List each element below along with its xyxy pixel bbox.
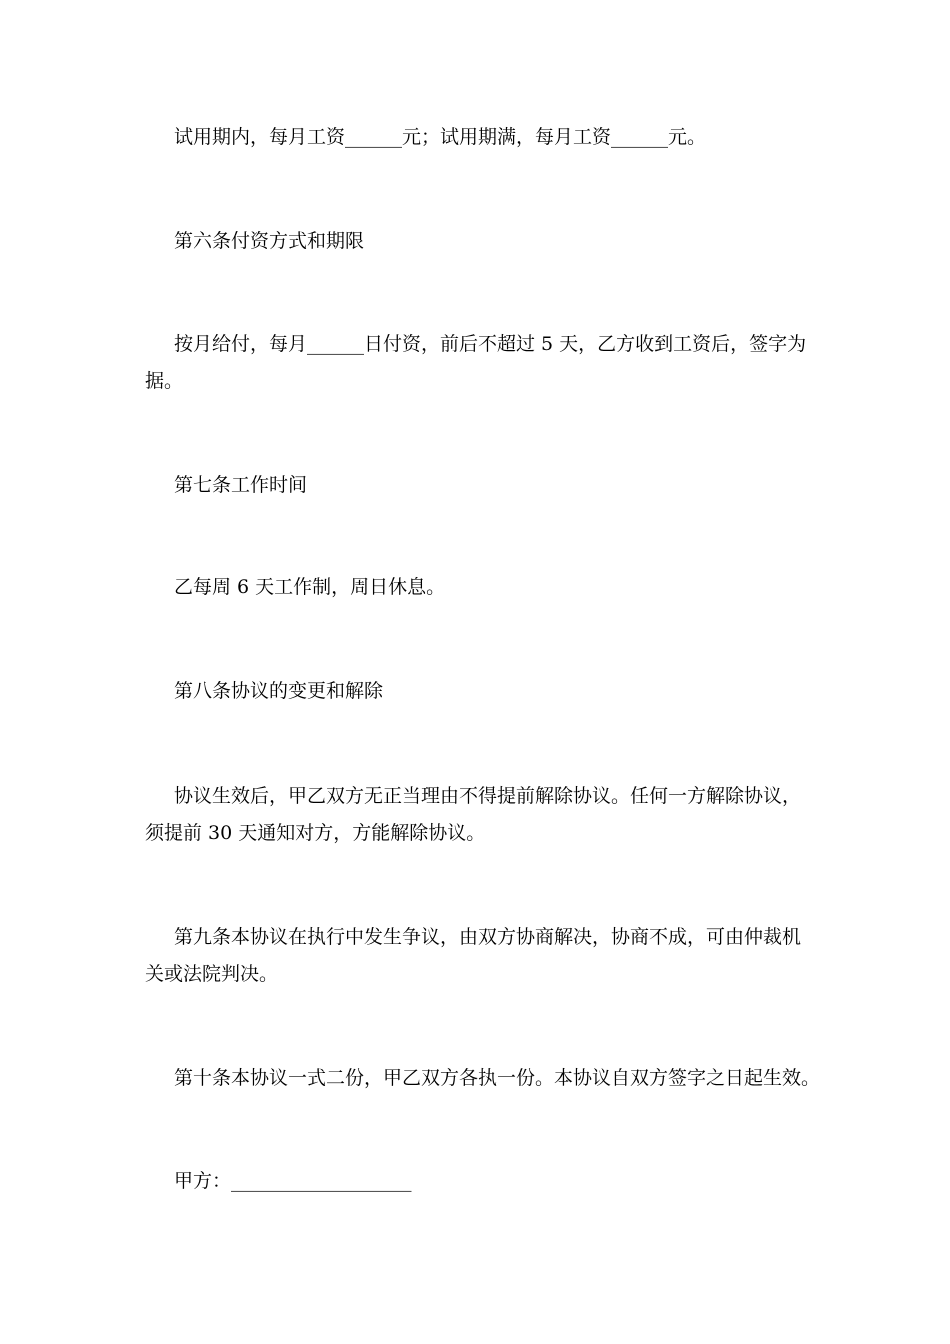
article-6-heading: 第六条付资方式和期限 (174, 230, 365, 252)
article-9-line: 第九条本协议在执行中发生争议，由双方协商解决，协商不成，可由仲裁机 (174, 926, 802, 948)
article-10-line: 第十条本协议一式二份，甲乙双方各执一份。本协议自双方签字之日起生效。 (174, 1067, 821, 1089)
article-7-heading: 第七条工作时间 (174, 474, 308, 496)
payment-line-continuation: 据。 (145, 370, 184, 392)
article-8-heading: 第八条协议的变更和解除 (174, 680, 384, 702)
work-time-line: 乙每周 6 天工作制，周日休息。 (174, 576, 446, 598)
party-a-signature: 甲方：___________________ (174, 1170, 412, 1192)
termination-line: 协议生效后，甲乙双方无正当理由不得提前解除协议。任何一方解除协议， (174, 785, 802, 807)
salary-line: 试用期内，每月工资______元；试用期满，每月工资______元。 (174, 126, 707, 148)
article-9-continuation: 关或法院判决。 (145, 963, 279, 985)
payment-line: 按月给付，每月______日付资，前后不超过 5 天，乙方收到工资后，签字为 (174, 333, 807, 355)
termination-line-continuation: 须提前 30 天通知对方，方能解除协议。 (145, 822, 486, 844)
